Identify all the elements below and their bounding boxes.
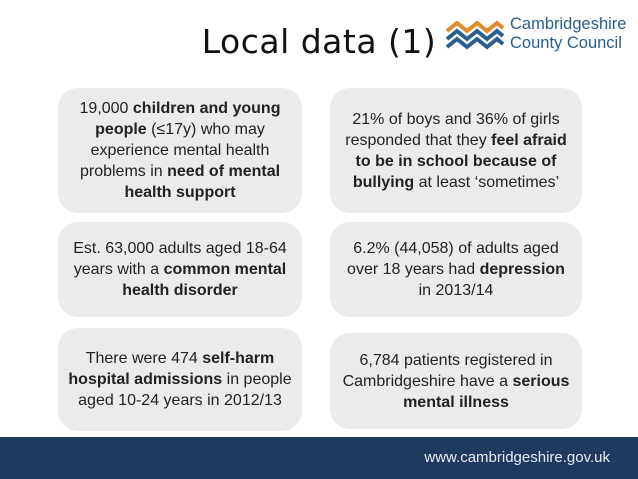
logo-line-2: County Council	[510, 34, 622, 52]
footer-bar	[0, 437, 638, 479]
stat-text-part: Est. 63,000 adults aged 18-64 years with a	[73, 240, 287, 278]
slide-title: Local data (1)	[201, 22, 437, 61]
stat-text-part: 6.2% (44,058) of adults aged over 18 years had	[347, 240, 559, 278]
stat-highlight: feel afraid to be in school because of bullying	[352, 131, 567, 191]
stat-text	[340, 350, 572, 413]
stat-highlight: need of mental health support	[124, 163, 281, 201]
stat-highlight: self-harm hospital admissions	[68, 350, 275, 388]
stat-text-part: (≤17y) who may experience mental health problems in	[79, 121, 270, 180]
stat-text-part: There were 474	[85, 350, 203, 367]
stat-text-part: in people aged 10-24 years in 2012/13	[78, 371, 292, 409]
stat-highlight: depression	[479, 261, 565, 278]
stat-box-common-disorder	[58, 222, 302, 317]
stat-box-bullying	[330, 88, 582, 213]
stat-text-part: 21% of boys and 36% of girls responded that they	[345, 110, 560, 149]
stat-box-depression	[330, 222, 582, 317]
stat-text-part: in 2013/14	[418, 282, 494, 299]
logo-text	[510, 15, 626, 53]
stat-text	[66, 348, 294, 411]
stat-text-part: at least ‘sometimes’	[414, 173, 560, 191]
logo-waves-icon	[445, 21, 505, 51]
stat-highlight: children and young people	[95, 100, 281, 138]
stat-text	[340, 238, 572, 301]
footer-url[interactable]: www.cambridgeshire.gov.uk	[424, 449, 610, 466]
council-logo	[445, 13, 635, 69]
stat-text-part: 6,784 patients registered in Cambridgeshire have a	[342, 351, 553, 390]
stat-text-part: 19,000	[79, 100, 133, 117]
stat-box-serious-illness	[330, 333, 582, 429]
stat-box-self-harm	[58, 328, 302, 431]
logo-line-1: Cambridgeshire	[510, 15, 627, 33]
stat-box-children	[58, 88, 302, 213]
stat-text	[66, 238, 294, 301]
stat-text	[64, 98, 296, 203]
stat-highlight: common mental health disorder	[122, 261, 287, 299]
stat-highlight: serious mental illness	[403, 372, 570, 411]
stat-text	[340, 109, 572, 193]
